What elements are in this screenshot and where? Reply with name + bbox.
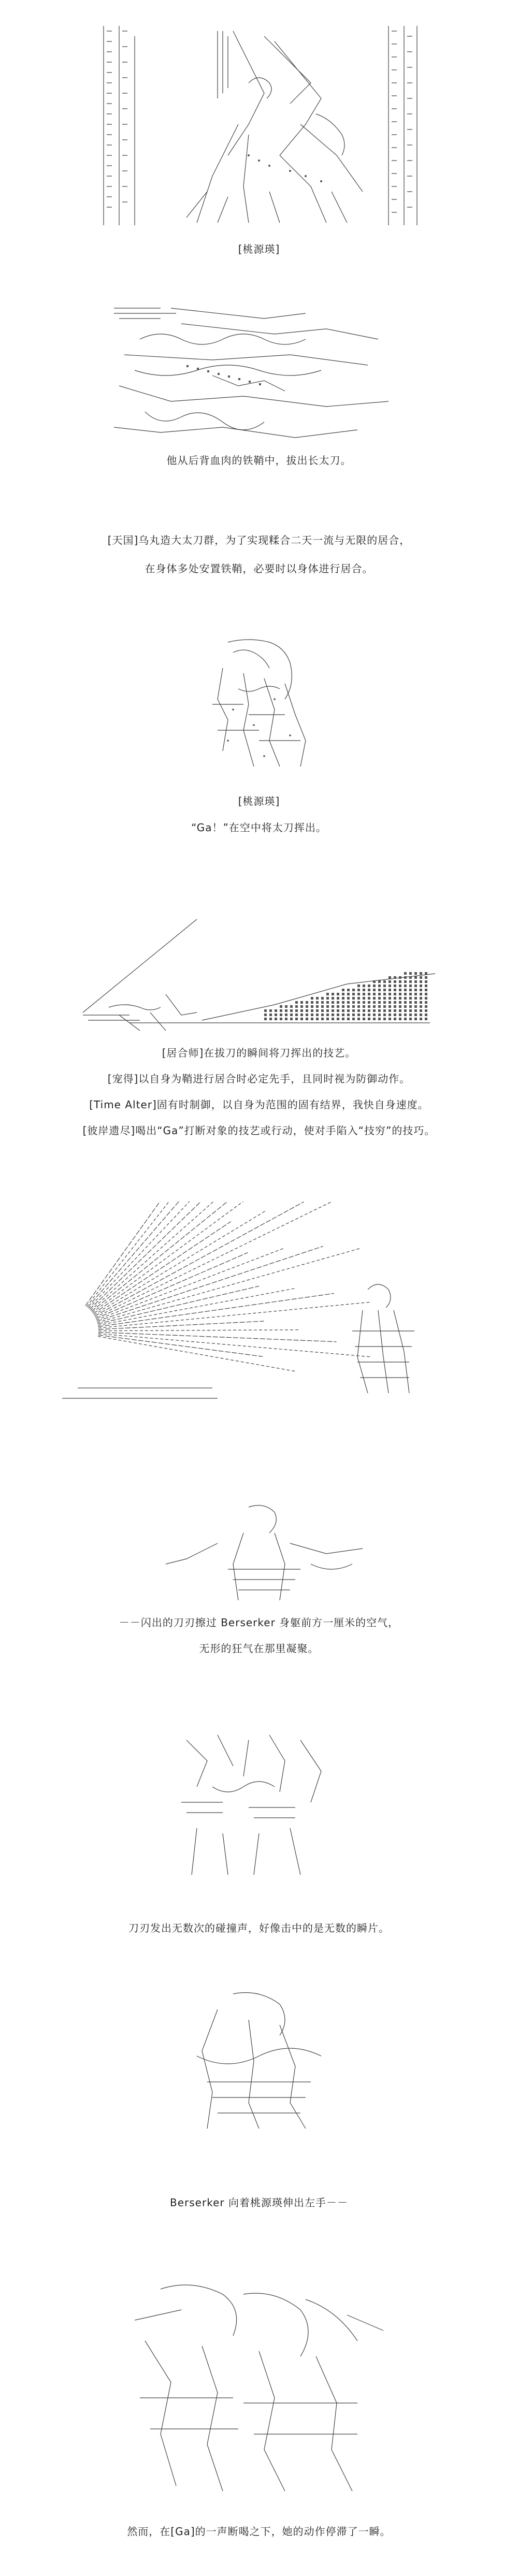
ascii-art-scene-8 bbox=[186, 1989, 332, 2134]
scene-3-caption: [桃源瑛] bbox=[238, 795, 280, 807]
scene-9-caption: 然而，在[Ga]的一声断喝之下，她的动作停滞了一瞬。 bbox=[127, 2525, 391, 2538]
ascii-art-scene-2 bbox=[109, 298, 399, 448]
scene-2b-line-2: 在身体多处安置铁鞘，必要时以身体进行居合。 bbox=[145, 562, 373, 575]
ascii-art-scene-6 bbox=[155, 1502, 373, 1605]
scene-8-caption: Berserker 向着桃源瑛伸出左手－－ bbox=[170, 2196, 348, 2209]
scene-3-line-2: “Ga！”在空中将太刀挥出。 bbox=[191, 821, 327, 834]
scene-1-caption: [桃源瑛] bbox=[238, 243, 280, 255]
scene-6-line-1: －－闪出的刀刃擦过 Berserker 身躯前方一厘米的空气， bbox=[119, 1616, 399, 1629]
ascii-art-scene-3 bbox=[197, 637, 321, 772]
scene-6-line-2: 无形的狂气在那里凝聚。 bbox=[199, 1642, 319, 1655]
scene-4-line-3: [Time Alter]固有时制御，以自身为范围的固有结界，我快自身速度。 bbox=[89, 1098, 429, 1111]
scene-2b-line-1: [天国]乌丸造大太刀群，为了实现糅合二天一流与无限的居合， bbox=[107, 534, 411, 546]
scene-4-line-2: [宠得]以自身为鞘进行居合时必定先手，且同时视为防御动作。 bbox=[107, 1073, 411, 1085]
ascii-art-scene-7 bbox=[166, 1730, 352, 1880]
ascii-art-scene-1 bbox=[93, 21, 425, 228]
ascii-art-scene-4 bbox=[78, 911, 440, 1036]
scene-4-line-1: [居合师]在拔刀的瞬间将刀挥出的技艺。 bbox=[162, 1047, 356, 1059]
scene-7-caption: 刀刃发出无数次的碰撞声，好像击中的是无数的瞬片。 bbox=[128, 1922, 390, 1934]
scene-2-caption: 他从后背血肉的铁鞘中，拔出长太刀。 bbox=[166, 454, 352, 467]
ascii-art-scene-9 bbox=[130, 2279, 388, 2496]
scene-4-line-4: [彼岸遗尽]喝出“Ga”打断对象的技艺或行动，使对手陷入“技穷”的技巧。 bbox=[82, 1124, 436, 1137]
ascii-art-scene-5 bbox=[57, 1202, 461, 1403]
